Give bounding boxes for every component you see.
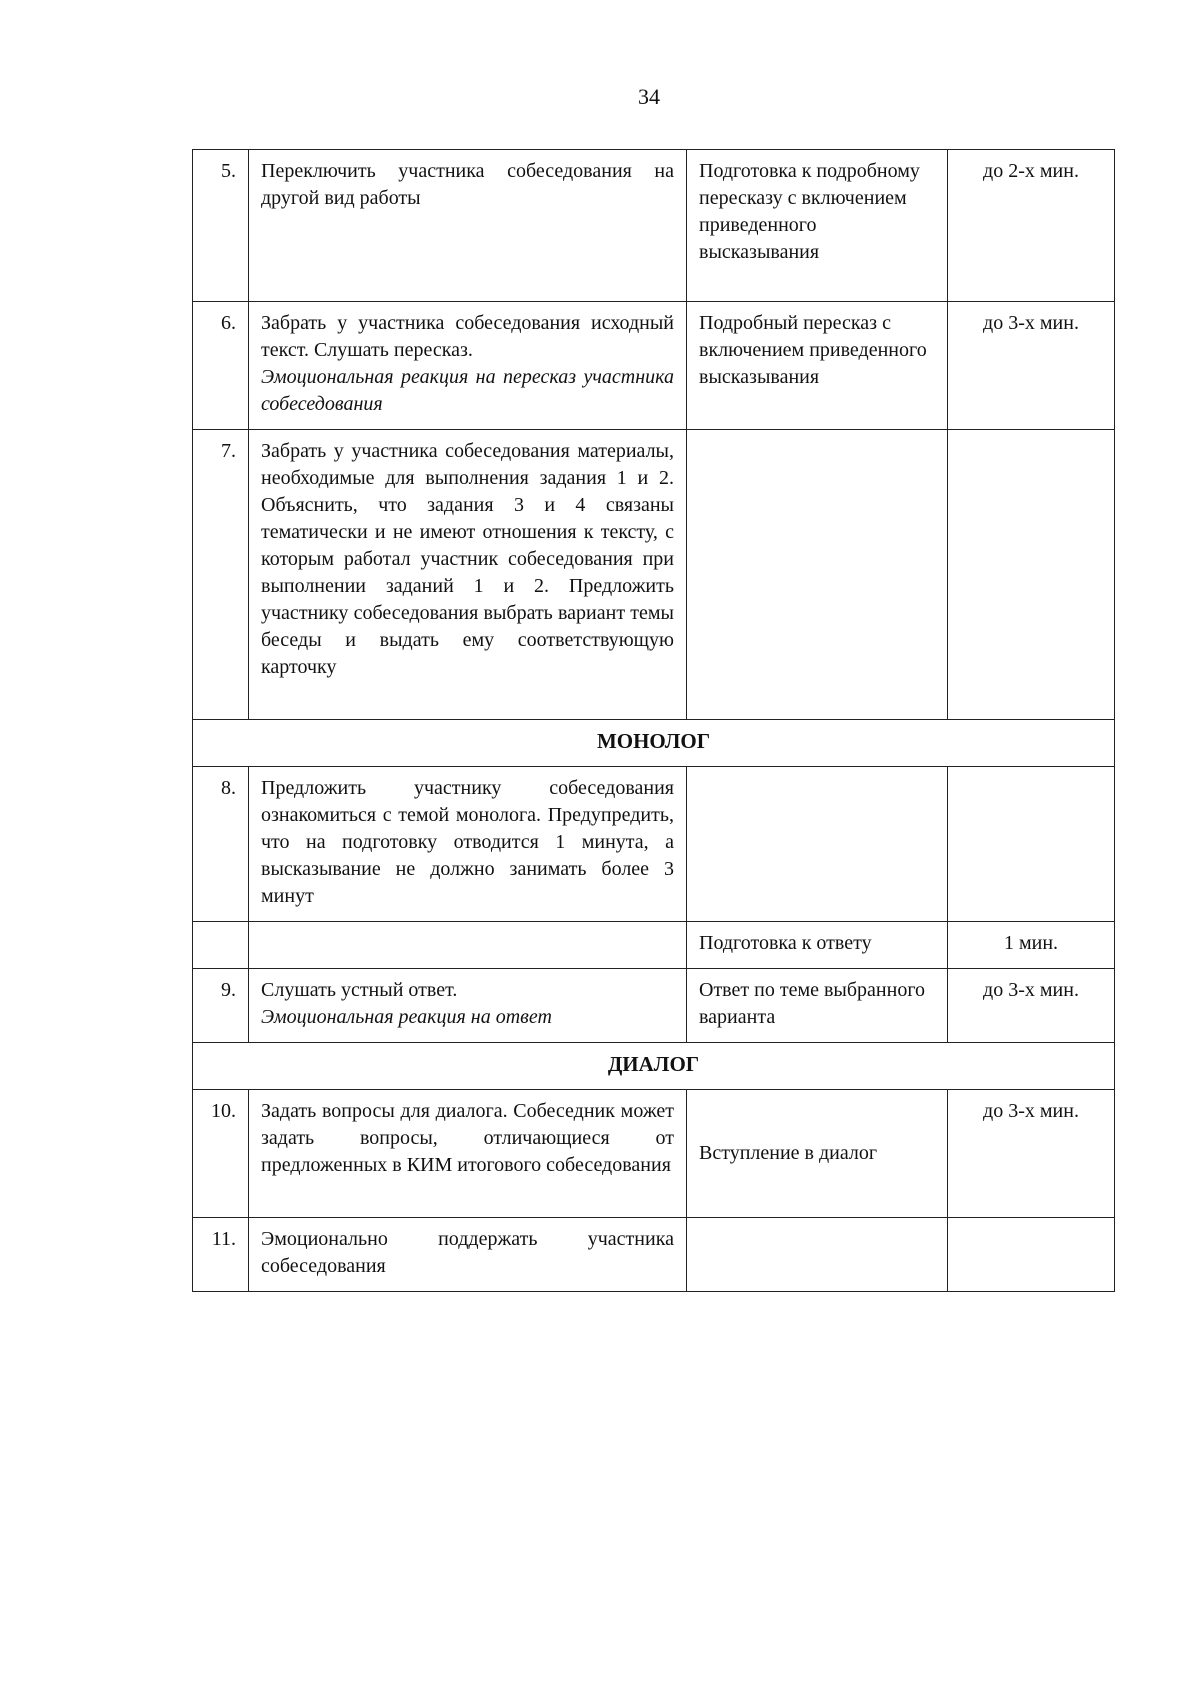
examiner-action [249, 302, 687, 430]
row-number: 6. [193, 302, 249, 430]
row-number: 5. [193, 150, 249, 302]
row-number [193, 922, 249, 969]
participant-activity: Вступление в диалог [687, 1090, 948, 1218]
time-limit: до 3-х мин. [948, 302, 1115, 430]
examiner-action: Забрать у участника собеседования материалы, необходимые для выполнения задания 1 и 2. Объяснить, что задания 3 и 4 связаны тематически и не имеют отношения к тексту, с которым работал участник собеседования при выполнении заданий 1 и 2. Предложить участнику собеседования выбрать вариант темы беседы и выдать ему соответствующую карточку [249, 430, 687, 720]
table-row [193, 767, 1115, 922]
examiner-action: Предложить участнику собеседования ознакомиться с темой монолога. Предупредить, что на подготовку отводится 1 минута, а высказывание не должно занимать более 3 минут [249, 767, 687, 922]
participant-activity: Подробный пересказ с включением приведенного высказывания [687, 302, 948, 430]
row-number: 8. [193, 767, 249, 922]
participant-activity: Подготовка к подробному пересказу с включением приведенного высказывания [687, 150, 948, 302]
action-text: Слушать устный ответ. [261, 979, 458, 1001]
table-row [193, 1218, 1115, 1292]
section-row [193, 1043, 1115, 1090]
procedure-table [192, 149, 1115, 1292]
time-limit [948, 767, 1115, 922]
action-text: Забрать у участника собеседования исходный текст. Слушать пересказ. [261, 312, 674, 361]
action-note: Эмоциональная реакция на пересказ участника собеседования [261, 366, 674, 415]
participant-activity [687, 1218, 948, 1292]
time-limit [948, 1218, 1115, 1292]
examiner-action: Эмоционально поддержать участника собеседования [249, 1218, 687, 1292]
participant-activity: Подготовка к ответу [687, 922, 948, 969]
examiner-action: Переключить участника собеседования на другой вид работы [249, 150, 687, 302]
examiner-action: Задать вопросы для диалога. Собеседник может задать вопросы, отличающиеся от предложенных в КИМ итогового собеседования [249, 1090, 687, 1218]
time-limit: 1 мин. [948, 922, 1115, 969]
time-limit: до 2-х мин. [948, 150, 1115, 302]
table-row [193, 1090, 1115, 1218]
row-number: 7. [193, 430, 249, 720]
section-row [193, 720, 1115, 767]
section-heading-monolog: МОНОЛОГ [193, 720, 1115, 767]
time-limit: до 3-х мин. [948, 969, 1115, 1043]
table-row [193, 922, 1115, 969]
action-note: Эмоциональная реакция на ответ [261, 1006, 552, 1028]
section-heading-dialog: ДИАЛОГ [193, 1043, 1115, 1090]
table-row [193, 430, 1115, 720]
table-row [193, 302, 1115, 430]
examiner-action [249, 922, 687, 969]
page-number: 34 [638, 84, 660, 109]
participant-activity [687, 767, 948, 922]
row-number: 9. [193, 969, 249, 1043]
participant-activity [687, 430, 948, 720]
time-limit: до 3-х мин. [948, 1090, 1115, 1218]
examiner-action [249, 969, 687, 1043]
table-row [193, 969, 1115, 1043]
participant-activity: Ответ по теме выбранного варианта [687, 969, 948, 1043]
row-number: 11. [193, 1218, 249, 1292]
time-limit [948, 430, 1115, 720]
table-row [193, 150, 1115, 302]
row-number: 10. [193, 1090, 249, 1218]
